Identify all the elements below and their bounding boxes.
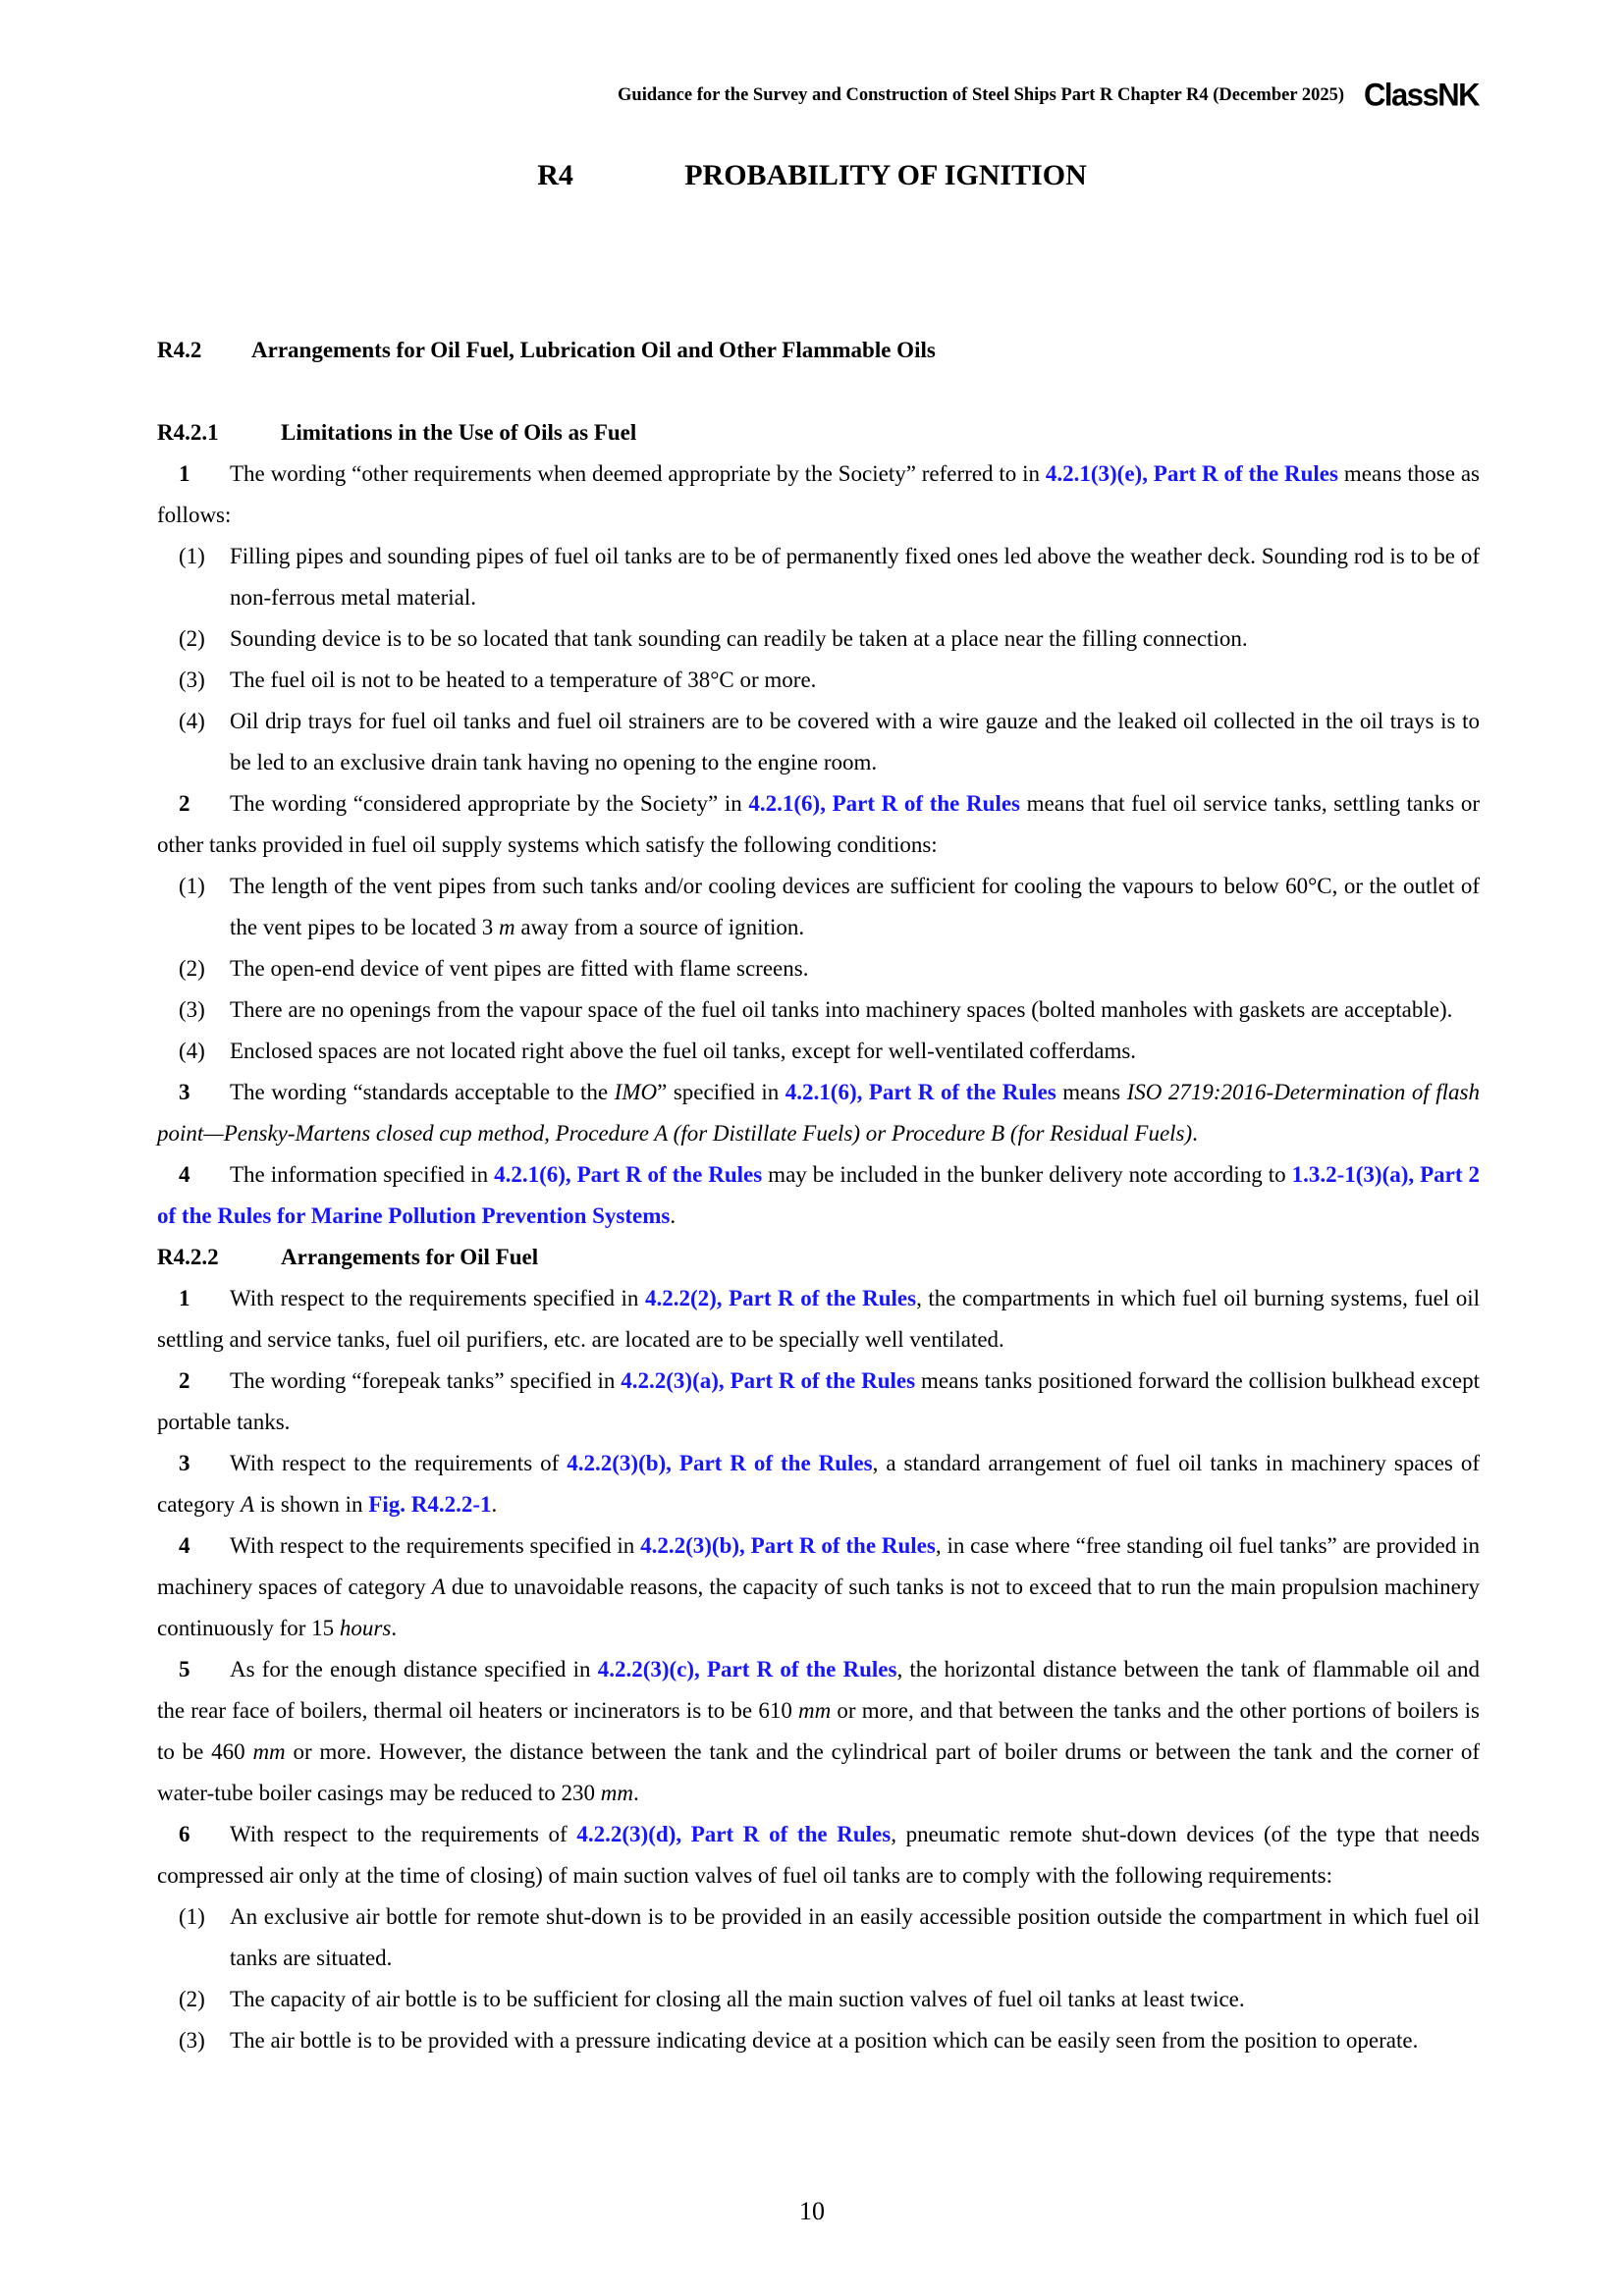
paragraph: 2 The wording “considered appropriate by the Society” in 4.2.1(6), Part R of the Rules means that fuel oil service tanks, settling tanks or other tanks provided in fuel oil supply systems which satisfy the following conditions: — [157, 791, 1480, 857]
paragraph: 2 The wording “forepeak tanks” specified in 4.2.2(3)(a), Part R of the Rules means tanks positioned forward the collision bulkhead except portable tanks. — [157, 1368, 1481, 1434]
chapter-name: PROBABILITY OF IGNITION — [684, 159, 1087, 191]
rule-reference-link[interactable]: 4.2.2(3)(d), Part R of the Rules — [576, 1822, 892, 1846]
list-item: (1) The length of the vent pipes from such tanks and/or cooling devices are sufficient for cooling the vapours to below 60°C, or the outlet of the vent pipes to be located 3 m away from a source of ignition. — [179, 874, 1480, 939]
list-item: (2) Sounding device is to be so located that tank sounding can readily be taken at a place near the filling connection. — [179, 626, 1248, 651]
header-title: Guidance for the Survey and Construction of Steel Ships Part R Chapter R4 (December 2025) — [618, 84, 1344, 105]
subsection-heading: R4.2.1 Limitations in the Use of Oils as Fuel — [157, 420, 637, 445]
paragraph: 3 With respect to the requirements of 4.2.2(3)(b), Part R of the Rules, a standard arrangement of fuel oil tanks in machinery spaces of category A is shown in Fig. R4.2.2-1. — [157, 1451, 1480, 1517]
list-item: (2) The open-end device of vent pipes are fitted with flame screens. — [179, 956, 809, 981]
subsection-heading: R4.2.2 Arrangements for Oil Fuel — [157, 1245, 539, 1269]
figure-reference-link[interactable]: Fig. R4.2.2-1 — [368, 1492, 492, 1517]
classnk-logo: ClassNK — [1364, 77, 1479, 113]
page-number: 10 — [799, 2197, 825, 2225]
rule-reference-link[interactable]: 4.2.2(3)(c), Part R of the Rules — [597, 1657, 897, 1682]
list-item: (4) Enclosed spaces are not located right above the fuel oil tanks, except for well-ventilated cofferdams. — [179, 1039, 1137, 1063]
list-item: (2) The capacity of air bottle is to be sufficient for closing all the main suction valves of fuel oil tanks at least twice. — [179, 1987, 1245, 2011]
rule-reference-link[interactable]: 4.2.1(6), Part R of the Rules — [785, 1080, 1056, 1104]
rule-reference-link[interactable]: 4.2.1(6), Part R of the Rules — [494, 1162, 763, 1187]
list-item: (1) An exclusive air bottle for remote shut-down is to be provided in an easily accessible position outside the compartment in which fuel oil tanks are situated. — [179, 1904, 1480, 1970]
rule-reference-link[interactable]: 4.2.2(2), Part R of the Rules — [644, 1286, 917, 1310]
paragraph: 1 With respect to the requirements specified in 4.2.2(2), Part R of the Rules, the compartments in which fuel oil burning systems, fuel oil settling and service tanks, fuel oil purifiers, etc. are located are to be specially well ventilated. — [157, 1286, 1480, 1352]
list-item: (4) Oil drip trays for fuel oil tanks and fuel oil strainers are to be covered with a wire gauze and the leaked oil collected in the oil trays is to be led to an exclusive drain tank having no opening to the engine room. — [179, 709, 1480, 774]
rule-reference-link[interactable]: 4.2.1(6), Part R of the Rules — [748, 791, 1020, 816]
paragraph: 4 With respect to the requirements specified in 4.2.2(3)(b), Part R of the Rules, in case where “free standing oil fuel tanks” are provided in machinery spaces of category A due to unavoidable reasons, the capacity of such tanks is not to exceed that to run the main propulsion machinery continuously for 15 hours. — [157, 1533, 1480, 1640]
page-header — [157, 77, 1479, 113]
list-item: (3) The fuel oil is not to be heated to a temperature of 38°C or more. — [179, 667, 817, 692]
chapter-number: R4 — [537, 159, 573, 191]
paragraph: 1 The wording “other requirements when deemed appropriate by the Society” referred to in 4.2.1(3)(e), Part R of the Rules means those as follows: — [157, 461, 1480, 527]
paragraph: 6 With respect to the requirements of 4.2.2(3)(d), Part R of the Rules, pneumatic remote shut-down devices (of the type that needs compressed air only at the time of closing) of main suction valves of fuel oil tanks are to comply with the following requirements: — [157, 1822, 1481, 1888]
list-item: (1) Filling pipes and sounding pipes of fuel oil tanks are to be of permanently fixed ones led above the weather deck. Sounding rod is to be of non-ferrous metal material. — [179, 544, 1480, 610]
rule-reference-link[interactable]: 1.3.2-1(3)(a), Part 2 of the Rules for Marine Pollution Prevention Systems — [157, 1162, 1480, 1228]
document-body — [157, 330, 1480, 2061]
rule-reference-link[interactable]: 4.2.1(3)(e), Part R of the Rules — [1045, 461, 1338, 486]
paragraph: 4 The information specified in 4.2.1(6), Part R of the Rules may be included in the bunker delivery note according to 1.3.2-1(3)(a), Part 2 of the Rules for Marine Pollution Prevention Systems. — [157, 1162, 1480, 1228]
paragraph: 3 The wording “standards acceptable to the IMO” specified in 4.2.1(6), Part R of the Rules means ISO 2719:2016-Determination of flash point—Pensky-Martens closed cup method, Procedure A (for Distillate Fuels) or Procedure B (for Residual Fuels). — [157, 1080, 1481, 1146]
section-heading: R4.2 Arrangements for Oil Fuel, Lubrication Oil and Other Flammable Oils — [157, 338, 936, 362]
rule-reference-link[interactable]: 4.2.2(3)(a), Part R of the Rules — [621, 1368, 916, 1393]
list-item: (3) The air bottle is to be provided with a pressure indicating device at a position which can be easily seen from the position to operate. — [179, 2028, 1419, 2053]
paragraph: 5 As for the enough distance specified in 4.2.2(3)(c), Part R of the Rules, the horizontal distance between the tank of flammable oil and the rear face of boilers, thermal oil heaters or incinerators is to be 610 mm or more, and that between the tanks and the other portions of boilers is to be 460 mm or more. However, the distance between the tank and the cylindrical part of boiler drums or between the tank and the corner of water-tube boiler casings may be reduced to 230 mm. — [157, 1657, 1480, 1805]
chapter-title — [0, 159, 1624, 192]
rule-reference-link[interactable]: 4.2.2(3)(b), Part R of the Rules — [640, 1533, 936, 1558]
list-item: (3) There are no openings from the vapour space of the fuel oil tanks into machinery spaces (bolted manholes with gaskets are acceptable). — [179, 997, 1453, 1022]
rule-reference-link[interactable]: 4.2.2(3)(b), Part R of the Rules — [567, 1451, 873, 1475]
